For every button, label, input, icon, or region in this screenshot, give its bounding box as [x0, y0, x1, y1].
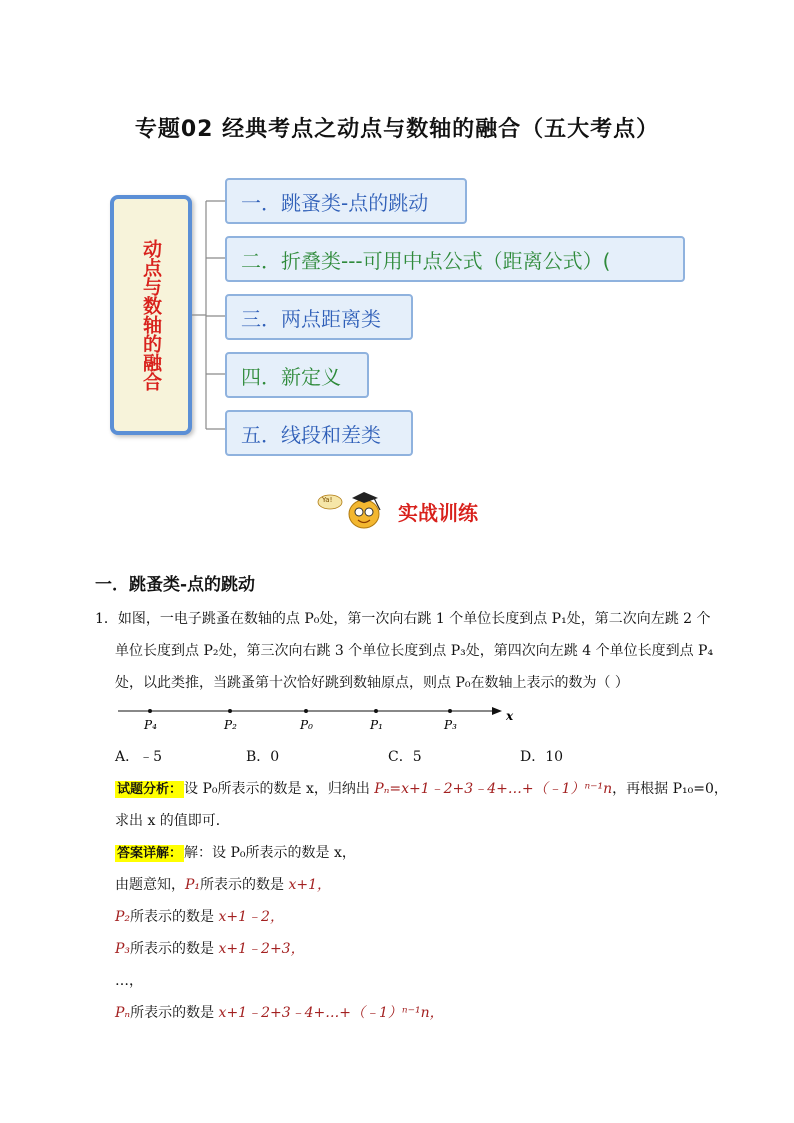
mindmap-branch-3: 三．两点距离类: [225, 294, 413, 340]
analysis-line-2: 求出 x 的值即可．: [115, 813, 230, 829]
point-label-p0: P₀: [300, 718, 313, 732]
axis-label-x: x: [506, 709, 514, 723]
solution-line-4: …，: [115, 973, 143, 989]
point-label-p2: P₂: [224, 718, 237, 732]
problem-line-1: 1．如图，一电子跳蚤在数轴的点 P₀处，第一次向右跳 1 个单位长度到点 P₁处，第二次向左跳 2 个: [95, 611, 711, 627]
solution-tag: 答案详解：: [117, 846, 183, 861]
solution-line-3: P₃所表示的数是 x+1﹣2+3，: [115, 941, 305, 957]
choice-b: B．0: [246, 749, 280, 765]
number-line-figure: [118, 700, 528, 740]
choice-c: C．5: [388, 749, 422, 765]
mindmap-branch-4: 四．新定义: [225, 352, 369, 398]
mindmap-branch-5: 五．线段和差类: [225, 410, 413, 456]
mindmap-branch-2: 二．折叠类---可用中点公式（距离公式）(: [225, 236, 685, 282]
solution-line-1: 由题意知，P₁所表示的数是 x+1，: [115, 877, 332, 893]
solution-line-0: 答案详解： 解：设 P₀所表示的数是 x，: [117, 845, 356, 861]
mindmap-root-label: 动点与数轴的融合: [140, 239, 162, 391]
section-heading: 一．跳蚤类-点的跳动: [95, 575, 256, 595]
point-label-p4: P₄: [144, 718, 157, 732]
analysis-line-1: 试题分析： 设 P₀所表示的数是 x，归纳出 Pₙ=x+1﹣2+3﹣4+…+（﹣1）ⁿ⁻¹n，再根据 P₁₀=0，: [117, 781, 728, 797]
analysis-tag: 试题分析：: [117, 782, 183, 797]
point-label-p1: P₁: [370, 718, 383, 732]
problem-line-3: 处，以此类推，当跳蚤第十次恰好跳到数轴原点，则点 P₀在数轴上表示的数为（ ）: [115, 675, 629, 691]
mascot-bubble-text: Ya!: [322, 496, 333, 504]
mindmap-branch-1: 一．跳蚤类-点的跳动: [225, 178, 467, 224]
mindmap-root: [110, 195, 192, 435]
brand-title: 实战训练: [398, 501, 478, 525]
page-title: 专题02 经典考点之动点与数轴的融合（五大考点）: [134, 117, 660, 142]
point-label-p3: P₃: [444, 718, 457, 732]
solution-line-5: Pₙ所表示的数是 x+1﹣2+3﹣4+…+（﹣1）ⁿ⁻¹n，: [115, 1005, 444, 1021]
problem-number: 1．: [95, 611, 118, 627]
choice-d: D．10: [520, 749, 564, 765]
problem-line-2: 单位长度到点 P₂处，第三次向右跳 3 个单位长度到点 P₃处，第四次向左跳 4 个单位长度到点 P₄: [115, 643, 714, 659]
choice-a: A．﹣5: [115, 749, 163, 765]
solution-line-2: P₂所表示的数是 x+1﹣2，: [115, 909, 284, 925]
analysis-formula: Pₙ=x+1﹣2+3﹣4+…+（﹣1）ⁿ⁻¹n: [374, 781, 613, 797]
mindmap-connector: [192, 195, 228, 435]
